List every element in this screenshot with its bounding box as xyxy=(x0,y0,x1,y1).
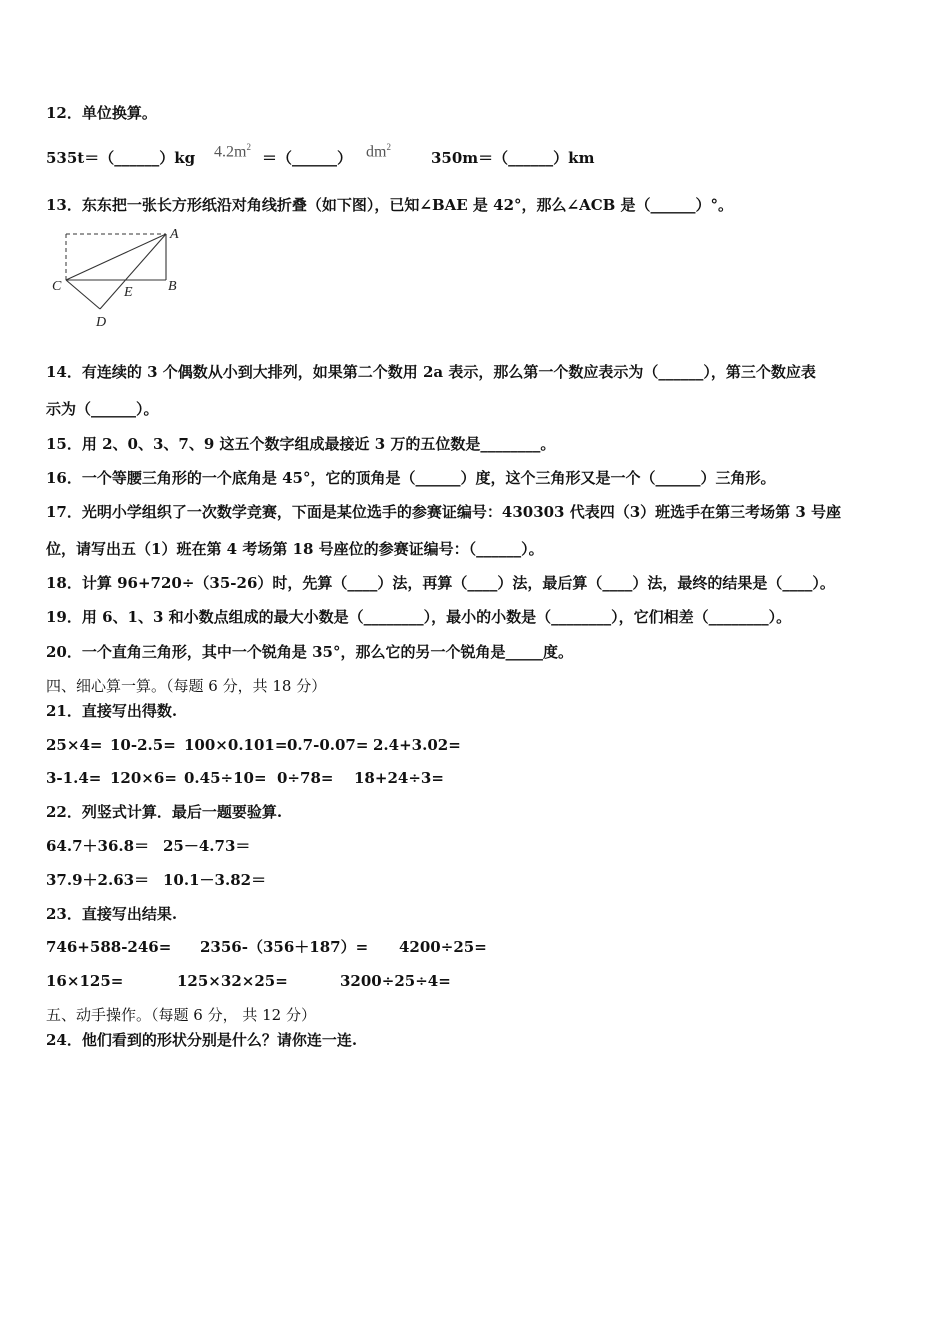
q15-text: 15．用 2、0、3、7、9 这五个数字组成最接近 3 万的五位数是________。 xyxy=(46,435,556,453)
q23-expr: 2356-（356＋187）= xyxy=(200,938,369,956)
q12-b-value: $4.2m^2$ xyxy=(214,142,251,161)
q12-b-mid: ＝（______） xyxy=(262,149,353,167)
label-a: A xyxy=(170,227,179,242)
q22-title: 22．列竖式计算．最后一题要验算. xyxy=(46,803,283,821)
section-4-heading: 四、细心算一算。（每题 6 分，共 18 分） xyxy=(46,677,327,695)
q23-expr: 4200÷25= xyxy=(399,938,487,956)
q16-text: 16．一个等腰三角形的一个底角是 45°，它的顶角是（______）度，这个三角形又是一个（______）三角形。 xyxy=(46,469,776,487)
diagonal-ca xyxy=(66,234,166,280)
label-d: D xyxy=(96,315,107,330)
q12-c: 350m＝（______）km xyxy=(431,149,595,167)
q23-row1 xyxy=(46,937,487,957)
q22-row1 xyxy=(46,836,250,856)
q21-expr: 0.7-0.07= xyxy=(287,736,369,754)
q21-title: 21．直接写出得数. xyxy=(46,702,178,720)
q12-title: 12．单位换算。 xyxy=(46,104,157,122)
q21-expr: 10-2.5= xyxy=(110,736,176,754)
q24-text: 24．他们看到的形状分别是什么？请你连一连. xyxy=(46,1031,358,1049)
label-c: C xyxy=(52,279,62,294)
q14-line1: 14．有连续的 3 个偶数从小到大排列，如果第二个数用 2a 表示，那么第一个数应表示为（______），第三个数应表 xyxy=(46,363,816,381)
q23-expr: 16×125= xyxy=(46,972,124,990)
edge-cd xyxy=(66,280,100,309)
q21-expr: 100×0.101= xyxy=(184,736,288,754)
q23-expr: 3200÷25÷4= xyxy=(340,972,451,990)
q17-line2: 位，请写出五（1）班在第 4 考场第 18 号座位的参赛证编号：（______）。 xyxy=(46,540,544,558)
q22-expr: 37.9＋2.63＝ xyxy=(46,871,150,889)
q18-text: 18．计算 96+720÷（35-26）时，先算（____）法，再算（____）法，最后算（____）法，最终的结果是（____）。 xyxy=(46,574,835,592)
q13-text: 13．东东把一张长方形纸沿对角线折叠（如下图），已知∠BAE 是 42°，那么∠ACB 是（______）°。 xyxy=(46,196,734,214)
q22-row2 xyxy=(46,870,266,890)
fold-diagram xyxy=(48,222,188,332)
q23-row2 xyxy=(46,971,451,991)
section-5-heading: 五、动手操作。（每题 6 分， 共 12 分） xyxy=(46,1006,316,1024)
q21-expr: 18+24÷3= xyxy=(354,769,444,787)
q19-text: 19．用 6、1、3 和小数点组成的最大小数是（________），最小的小数是（________），它们相差（________）。 xyxy=(46,608,792,626)
q21-expr: 25×4= xyxy=(46,736,103,754)
q23-expr: 125×32×25= xyxy=(177,972,288,990)
label-b: B xyxy=(168,279,177,294)
q22-expr: 25－4.73＝ xyxy=(163,837,251,855)
q21-expr: 3-1.4= xyxy=(46,769,102,787)
q22-expr: 64.7＋36.8＝ xyxy=(46,837,150,855)
q21-expr: 120×6= xyxy=(110,769,177,787)
q22-expr: 10.1－3.82＝ xyxy=(163,871,267,889)
q14-line2: 示为（______）。 xyxy=(46,400,159,418)
q21-expr: 0.45÷10= xyxy=(184,769,267,787)
label-e: E xyxy=(124,285,133,300)
q23-title: 23．直接写出结果. xyxy=(46,905,178,923)
q21-row1 xyxy=(46,735,461,755)
edge-da xyxy=(100,234,166,309)
q17-line1: 17．光明小学组织了一次数学竞赛，下面是某位选手的参赛证编号：430303 代表四（3）班选手在第三考场第 3 号座 xyxy=(46,503,842,521)
q12-b-unit: $dm^2$ xyxy=(366,142,391,161)
q20-text: 20．一个直角三角形，其中一个锐角是 35°，那么它的另一个锐角是_____度。 xyxy=(46,643,573,661)
q21-expr: 2.4+3.02= xyxy=(373,736,461,754)
q23-expr: 746+588-246= xyxy=(46,938,172,956)
q21-expr: 0÷78= xyxy=(277,769,334,787)
q12-a: 535t＝（______）kg xyxy=(46,149,196,167)
q21-row2 xyxy=(46,768,444,788)
